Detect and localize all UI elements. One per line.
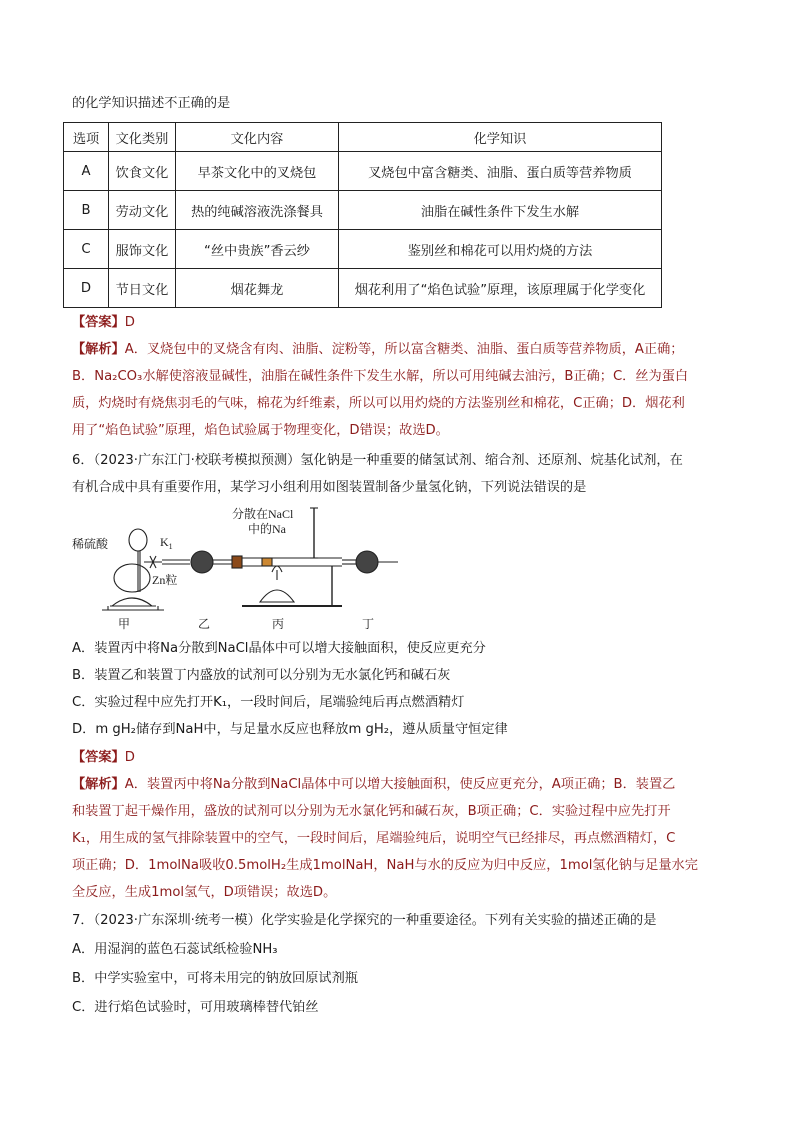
table-cell: 节日文化	[109, 269, 176, 308]
option-a: A．装置丙中将Na分散到NaCl晶体中可以增大接触面积，使反应更充分	[72, 641, 486, 656]
label-ding: 丁	[362, 617, 375, 631]
kipp-funnel-bulb	[129, 529, 147, 551]
answer-tag: 【答案】	[72, 750, 125, 765]
option-a: A．用湿润的蓝色石蕊试纸检验NH₃	[72, 942, 278, 957]
kipp-lower-bulb	[112, 598, 152, 606]
table-cell: 烟花利用了“焰色试验”原理，该原理属于化学变化	[339, 269, 662, 308]
label-bing: 丙	[272, 617, 285, 631]
answer-line	[72, 313, 135, 333]
analysis-tag: 【解析】	[72, 342, 125, 357]
table-cell: 油脂在碱性条件下发生水解	[339, 191, 662, 230]
option-c: C．实验过程中应先打开K₁，一段时间后，尾端验纯后再点燃酒精灯	[72, 695, 465, 710]
kipp-middle-bulb	[114, 564, 150, 592]
table-cell: 烟花舞龙	[176, 269, 339, 308]
nacl-label-2: 中的Na	[248, 522, 286, 536]
stopper	[232, 556, 242, 568]
answer-value: D	[124, 315, 135, 330]
option-c: C．进行焰色试验时，可用玻璃棒替代铂丝	[72, 1000, 319, 1015]
table-cell: B	[64, 191, 109, 230]
nacl-label-1: 分散在NaCl	[232, 507, 294, 521]
table-cell: 热的纯碱溶液洗涤餐具	[176, 191, 339, 230]
table-cell: D	[64, 269, 109, 308]
table-cell: 服饰文化	[109, 230, 176, 269]
header-cell: 文化类别	[109, 123, 176, 152]
table-cell: 鉴别丝和棉花可以用灼烧的方法	[339, 230, 662, 269]
analysis-line	[72, 775, 675, 795]
analysis-line: B．Na₂CO₃水解使溶液显碱性，油脂在碱性条件下发生水解，所以可用纯碱去油污，B正确；C．丝为蛋白	[72, 369, 689, 384]
table-cell: 劳动文化	[109, 191, 176, 230]
table-cell: C	[64, 230, 109, 269]
analysis-line: 和装置丁起干燥作用，盛放的试剂可以分别为无水氯化钙和碱石灰，B项正确；C．实验过程中应先打开	[72, 804, 671, 819]
apparatus-diagram	[72, 506, 402, 632]
analysis-line: 项正确；D．1molNa吸收0.5molH₂生成1molNaH，NaH与水的反应为归中反应，1mol氢化钠与足量水完	[72, 858, 698, 873]
table-row	[64, 230, 662, 269]
table-header-row	[64, 123, 662, 152]
drying-tube-yi	[191, 551, 213, 573]
sodium-sample	[262, 558, 272, 566]
alcohol-lamp	[260, 590, 294, 602]
question-intro: 的化学知识描述不正确的是	[72, 96, 231, 111]
table-row	[64, 191, 662, 230]
culture-table	[63, 122, 662, 308]
question-stem: 6．（2023·广东江门·校联考模拟预测）氢化钠是一种重要的储氢试剂、缩合剂、还原剂、烷基化试剂，在	[72, 453, 683, 468]
header-cell: 化学知识	[339, 123, 662, 152]
zn-label: Zn粒	[152, 573, 178, 587]
table-cell: A	[64, 152, 109, 191]
option-b: B．装置乙和装置丁内盛放的试剂可以分别为无水氯化钙和碱石灰	[72, 668, 451, 683]
question-stem: 有机合成中具有重要作用，某学习小组利用如图装置制备少量氢化钠，下列说法错误的是	[72, 480, 587, 495]
answer-line	[72, 748, 135, 768]
analysis-line	[72, 340, 683, 360]
drying-tube-ding	[356, 551, 378, 573]
analysis-text: A．装置丙中将Na分散到NaCl晶体中可以增大接触面积，使反应更充分，A项正确；B．装置乙	[124, 777, 676, 792]
table-row	[64, 269, 662, 308]
valve-label: $K_1$	[160, 535, 173, 551]
label-yi: 乙	[198, 617, 211, 631]
table-cell: 叉烧包中富含糖类、油脂、蛋白质等营养物质	[339, 152, 662, 191]
question-stem: 7．（2023·广东深圳·统考一模）化学实验是化学探究的一种重要途径。下列有关实验的描述正确的是	[72, 913, 657, 928]
answer-value: D	[124, 750, 135, 765]
label-jia: 甲	[118, 617, 131, 631]
analysis-tag: 【解析】	[72, 777, 125, 792]
option-d: D．m gH₂储存到NaH中，与足量水反应也释放m gH₂，遵从质量守恒定律	[72, 722, 508, 737]
analysis-line: 用了“焰色试验”原理，焰色试验属于物理变化，D错误；故选D。	[72, 423, 449, 438]
table-cell: 早茶文化中的叉烧包	[176, 152, 339, 191]
analysis-text: A．叉烧包中的叉烧含有肉、油脂、淀粉等，所以富含糖类、油脂、蛋白质等营养物质，A正确；	[124, 342, 684, 357]
table-cell: “丝中贵族”香云纱	[176, 230, 339, 269]
header-cell: 选项	[64, 123, 109, 152]
table-row	[64, 152, 662, 191]
answer-tag: 【答案】	[72, 315, 125, 330]
analysis-line: K₁，用生成的氢气排除装置中的空气，一段时间后，尾端验纯后，说明空气已经排尽，再点燃酒精灯，C	[72, 831, 676, 846]
analysis-line: 全反应，生成1mol氢气，D项错误；故选D。	[72, 885, 337, 900]
option-b: B．中学实验室中，可将未用完的钠放回原试剂瓶	[72, 971, 358, 986]
header-cell: 文化内容	[176, 123, 339, 152]
acid-label: 稀硫酸	[72, 537, 109, 551]
analysis-line: 质，灼烧时有烧焦羽毛的气味，棉花为纤维素，所以可以用灼烧的方法鉴别丝和棉花，C正确；D．烟花利	[72, 396, 685, 411]
table-cell: 饮食文化	[109, 152, 176, 191]
